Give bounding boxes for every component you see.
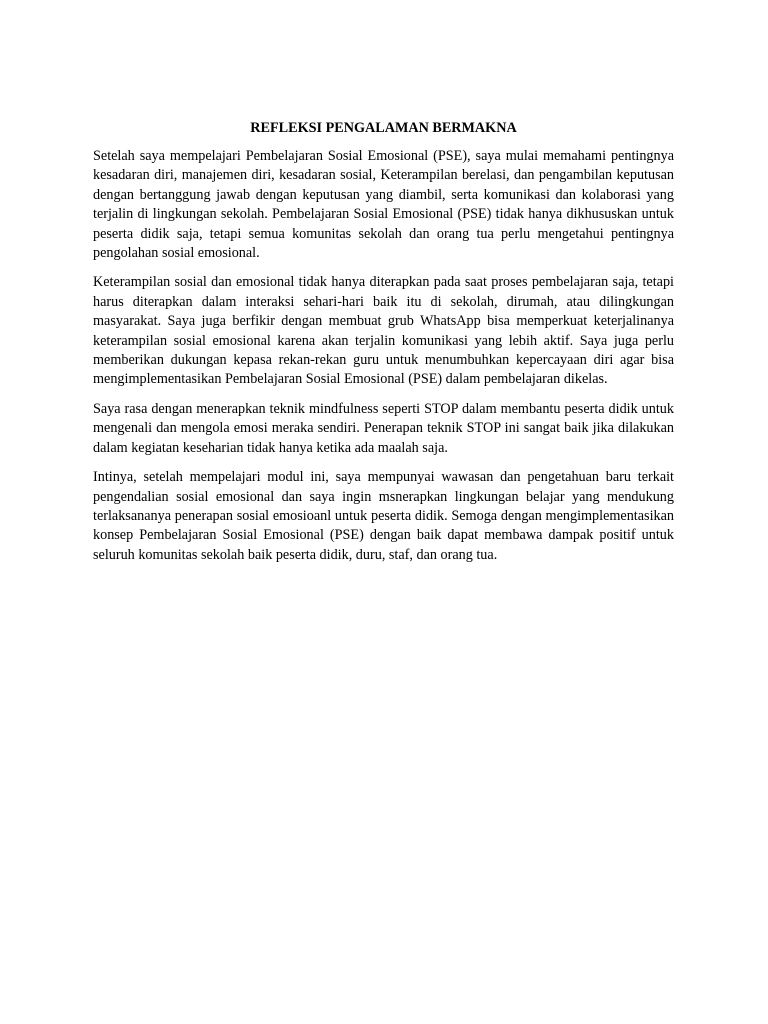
document-body [93, 119, 674, 575]
paragraph-2: Keterampilan sosial dan emosional tidak hanya diterapkan pada saat proses pembelajaran saja, tetapi harus diterapkan dalam interaksi sehari-hari baik itu di sekolah, dirumah, atau dilingkungan masyarakat. Saya juga berfikir dengan membuat grub WhatsApp bisa memperkuat keterjalinanya keterampilan sosial emosional karena akan terjalin komunikasi yang lebih aktif. Saya juga perlu memberikan dukungan kepasa rekan-rekan guru untuk menumbuhkan kepercayaan diri agar bisa mengimplementasikan Pembelajaran Sosial Emosional (PSE) dalam pembelajaran dikelas. [93, 274, 674, 388]
paragraph-3: Saya rasa dengan menerapkan teknik mindfulness seperti STOP dalam membantu peserta didik untuk mengenali dan mengola emosi meraka sendiri. Penerapan teknik STOP ini sangat baik jika dilakukan dalam kegiatan keseharian tidak hanya ketika ada maalah saja. [93, 400, 674, 456]
paragraph-4: Intinya, setelah mempelajari modul ini, saya mempunyai wawasan dan pengetahuan baru terkait pengendalian sosial emosional dan saya ingin msnerapkan lingkungan belajar yang mendukung terlaksananya penerapan sosial emosioanl untuk peserta didik. Semoga dengan mengimplementasikan konsep Pembelajaran Sosial Emosional (PSE) dengan baik dapat membawa dampak positif untuk seluruh komunitas sekolah baik peserta didik, duru, staf, dan orang tua. [93, 469, 674, 563]
paragraph-1: Setelah saya mempelajari Pembelajaran Sosial Emosional (PSE), saya mulai memahami pentingnya kesadaran diri, manajemen diri, kesadaran sosial, Keterampilan berelasi, dan pengambilan keputusan dengan bertanggung jawab dengan keputusan yang diambil, serta komunikasi dan kolaborasi yang terjalin di lingkungan sekolah. Pembelajaran Sosial Emosional (PSE) tidak hanya dikhususkan untuk peserta didik saja, tetapi semua komunitas sekolah dan orang tua perlu mengetahui pentingnya pengolahan sosial emosional. [93, 148, 674, 262]
document-title: REFLEKSI PENGALAMAN BERMAKNA [250, 120, 517, 136]
